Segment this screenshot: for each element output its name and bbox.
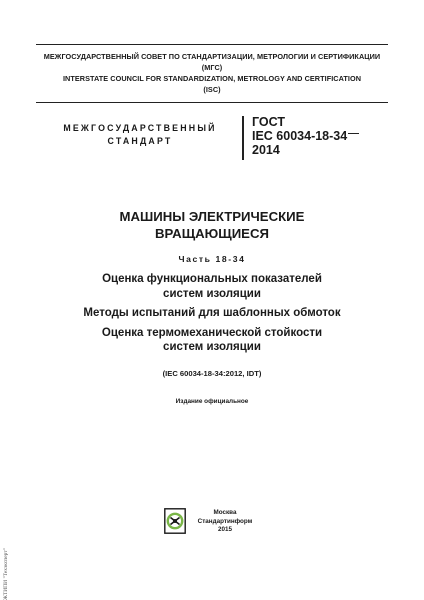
subtitle-1-line2: систем изоляции	[163, 287, 261, 300]
standard-caption-line1: МЕЖГОСУДАРСТВЕННЫЙ	[63, 123, 217, 133]
subtitle-3-line2: систем изоляции	[163, 341, 261, 353]
council-name-ru: МЕЖГОСУДАРСТВЕННЫЙ СОВЕТ ПО СТАНДАРТИЗАЦИИ, МЕТРОЛОГИИ И СЕРТИФИКАЦИИ	[43, 52, 381, 61]
publisher-name: Стандартинформ	[197, 517, 253, 525]
gost-number: IEC 60034-18-34	[252, 129, 348, 143]
gost-designation	[252, 115, 392, 157]
publisher-year: 2015	[217, 526, 232, 534]
divider-vertical	[242, 116, 244, 160]
gost-prefix: ГОСТ	[252, 115, 285, 129]
standartinform-logo-icon	[164, 508, 186, 534]
iec-reference: (IEC 60034-18-34:2012, IDT)	[162, 368, 262, 378]
subtitle-1-line1: Оценка функциональных показателей	[102, 273, 322, 285]
council-abbr-ru: (МГС)	[201, 63, 223, 72]
main-title-line1: МАШИНЫ ЭЛЕКТРИЧЕСКИЕ	[119, 209, 305, 224]
side-stamp-text: ЖТИПИ "Техэксперт"	[3, 548, 9, 600]
council-header	[36, 44, 388, 103]
side-stamp	[3, 528, 15, 600]
gost-dash	[348, 133, 359, 135]
title-block	[0, 208, 424, 406]
publisher-city: Москва	[213, 509, 237, 516]
part-number: Часть 18-34	[178, 254, 246, 264]
council-name-en: INTERSTATE COUNCIL FOR STANDARDIZATION, METROLOGY AND CERTIFICATION	[62, 74, 362, 83]
gost-year: 2014	[252, 143, 280, 157]
edition-label: Издание официальное	[175, 397, 249, 405]
publisher-block	[190, 509, 260, 535]
standard-caption	[40, 122, 240, 148]
subtitle-2: Методы испытаний для шаблонных обмоток	[83, 307, 341, 319]
subtitle-3-line1: Оценка термомеханической стойкости	[101, 326, 323, 339]
main-title-line2: ВРАЩАЮЩИЕСЯ	[155, 226, 269, 241]
council-abbr-en: (ISC)	[203, 85, 221, 94]
standard-caption-line2: СТАНДАРТ	[107, 136, 173, 146]
